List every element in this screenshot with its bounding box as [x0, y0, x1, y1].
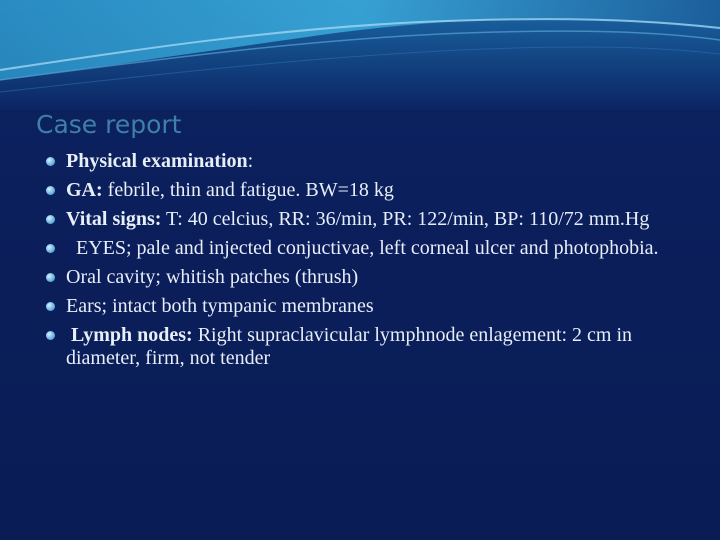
bullet-dot-icon — [46, 244, 55, 253]
bullet-text: Ears; intact both tympanic membranes — [66, 295, 374, 317]
bullet-text: febrile, thin and fatigue. BW=18 kg — [102, 179, 394, 201]
bullet-text: : — [247, 150, 254, 172]
bullet-lymph-nodes — [46, 324, 696, 370]
bullet-dot-icon — [46, 302, 55, 311]
bullet-ga — [46, 179, 696, 202]
bullet-list — [46, 150, 696, 376]
bullet-dot-icon — [46, 331, 55, 340]
header-wave-decoration — [0, 0, 720, 110]
bullet-dot-icon — [46, 186, 55, 195]
bullet-ears — [46, 295, 696, 318]
bullet-dot-icon — [46, 215, 55, 224]
bullet-text: T: 40 celcius, RR: 36/min, PR: 122/min, BP: 110/72 mm.Hg — [161, 208, 650, 230]
bullet-label: Vital signs: — [66, 208, 162, 230]
slide-title: Case report — [36, 110, 182, 139]
bullet-label: GA: — [66, 179, 103, 201]
bullet-physical-examination — [46, 150, 696, 173]
bullet-text: Oral cavity; whitish patches (thrush) — [66, 266, 359, 288]
bullet-vital-signs — [46, 208, 696, 231]
bullet-label: Physical examination — [66, 150, 248, 172]
bullet-text: Right supraclavicular lymphnode enlagement: 2 cm in diameter, firm, not tender — [66, 324, 633, 369]
bullet-dot-icon — [46, 157, 55, 166]
bullet-text: EYES; pale and injected conjuctivae, left corneal ulcer and photophobia. — [66, 237, 659, 259]
bullet-eyes — [46, 237, 696, 260]
bullet-label: Lymph nodes: — [66, 324, 193, 346]
bullet-dot-icon — [46, 273, 55, 282]
bullet-oral-cavity — [46, 266, 696, 289]
